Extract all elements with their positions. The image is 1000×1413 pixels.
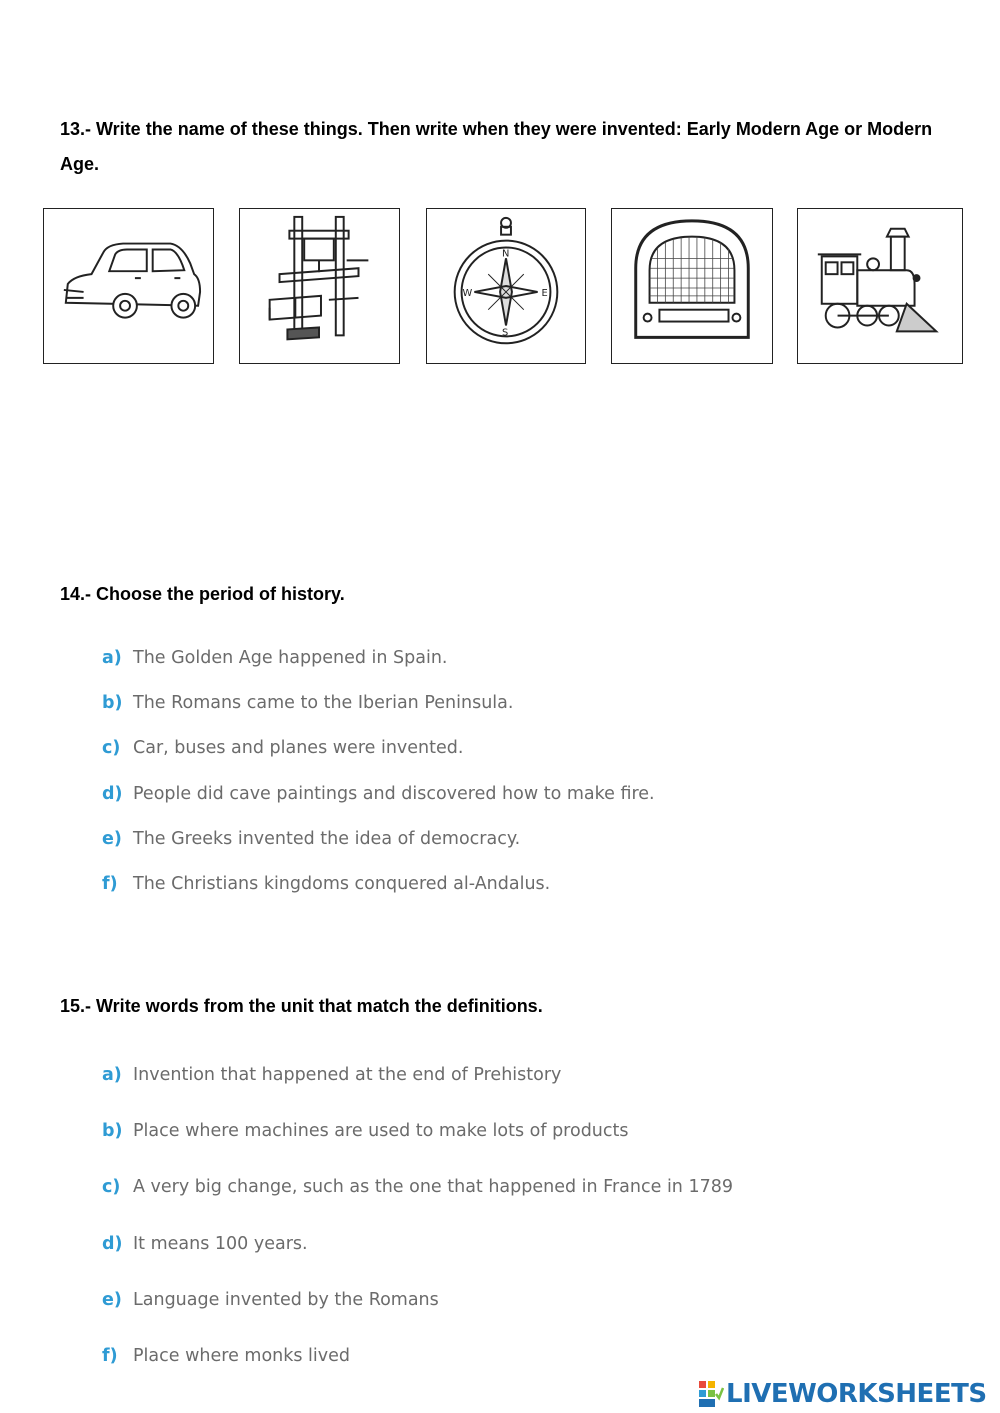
- item-letter: d): [102, 1234, 123, 1254]
- item-letter: f): [102, 1346, 118, 1366]
- item-text: The Christians kingdoms conquered al-Andalus.: [133, 874, 551, 894]
- radio-icon: [612, 209, 772, 363]
- liveworksheets-logo: [698, 1376, 994, 1412]
- item-letter: f): [102, 874, 118, 894]
- item-text: The Romans came to the Iberian Peninsula.: [133, 693, 514, 713]
- item-text: It means 100 years.: [133, 1234, 308, 1254]
- question-13-heading: 13.- Write the name of these things. Then write when they were invented: Early Modern Age or Modern Age.: [60, 119, 933, 174]
- list-item: [102, 693, 513, 713]
- compass-image: [426, 208, 586, 364]
- item-letter: a): [102, 1065, 122, 1085]
- svg-text:N: N: [502, 248, 510, 260]
- list-item: [102, 1065, 561, 1085]
- svg-text:E: E: [541, 287, 548, 299]
- list-item: [102, 1290, 439, 1310]
- question-15-heading: 15.- Write words from the unit that match the definitions.: [60, 996, 543, 1016]
- car-icon: [44, 209, 213, 363]
- list-item: [102, 738, 463, 758]
- item-letter: d): [102, 784, 123, 804]
- compass-icon: [427, 209, 585, 363]
- item-text: A very big change, such as the one that happened in France in 1789: [133, 1177, 733, 1197]
- printing-press-icon: [240, 209, 399, 363]
- car-image: [43, 208, 214, 364]
- item-letter: c): [102, 1177, 121, 1197]
- list-item: [102, 1177, 733, 1197]
- item-letter: b): [102, 1121, 123, 1141]
- question-14-heading: 14.- Choose the period of history.: [60, 584, 345, 604]
- brand-text: LIVEWORKSHEETS: [726, 1379, 987, 1409]
- steam-train-image: [797, 208, 963, 364]
- list-item: [102, 1234, 308, 1254]
- item-text: Invention that happened at the end of Prehistory: [133, 1065, 562, 1085]
- item-letter: e): [102, 1290, 122, 1310]
- checklist-icon: [698, 1380, 724, 1408]
- item-text: Car, buses and planes were invented.: [133, 738, 464, 758]
- item-text: The Golden Age happened in Spain.: [133, 648, 448, 668]
- list-item: [102, 1346, 350, 1366]
- list-item: [102, 784, 655, 804]
- list-item: [102, 829, 520, 849]
- list-item: [102, 648, 447, 668]
- steam-train-icon: [798, 209, 962, 363]
- item-letter: c): [102, 738, 121, 758]
- svg-text:W: W: [462, 287, 473, 299]
- item-letter: e): [102, 829, 122, 849]
- list-item: [102, 874, 550, 894]
- item-text: Place where machines are used to make lots of products: [133, 1121, 629, 1141]
- list-item: [102, 1121, 629, 1141]
- item-text: Place where monks lived: [133, 1346, 351, 1366]
- item-text: People did cave paintings and discovered how to make fire.: [133, 784, 655, 804]
- svg-text:S: S: [502, 327, 509, 339]
- item-text: Language invented by the Romans: [133, 1290, 439, 1310]
- item-text: The Greeks invented the idea of democracy.: [133, 829, 521, 849]
- item-letter: b): [102, 693, 123, 713]
- item-letter: a): [102, 648, 122, 668]
- printing-press-image: [239, 208, 400, 364]
- radio-image: [611, 208, 773, 364]
